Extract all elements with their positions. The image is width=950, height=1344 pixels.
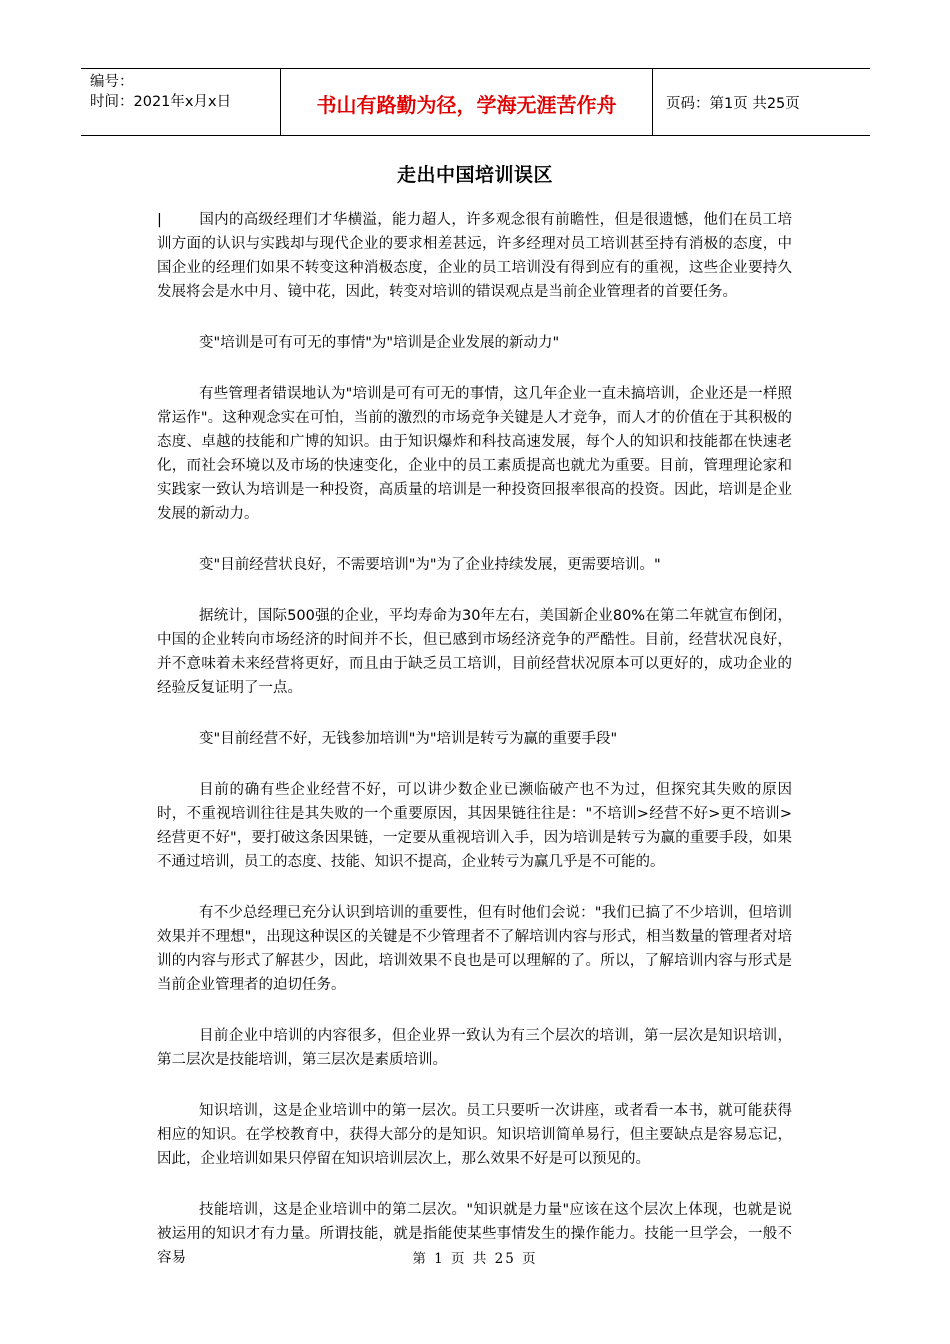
paragraph: 目前企业中培训的内容很多，但企业界一致认为有三个层次的培训，第一层次是知识培训，第二层次是技能培训，第三层次是素质培训。	[157, 1028, 792, 1068]
time-label: 时间：2021年x月x日	[90, 94, 232, 110]
paragraph: 有不少总经理已充分认识到培训的重要性，但有时他们会说："我们已搞了不少培训，但培训效果并不理想"，出现这种误区的关键是不少管理者不了解培训内容与形式，相当数量的管理者对培训的内容与形式了解甚少，因此，培训效果不良也是可以理解的了。所以，了解培训内容与形式是当前企业管理者的迫切任务。	[157, 905, 792, 993]
paragraph: 变"目前经营不好，无钱参加培训"为"培训是转亏为赢的重要手段"	[199, 731, 618, 747]
paragraph: 据统计，国际500强的企业，平均寿命为30年左右，美国新企业80%在第二年就宣布倒闭，中国的企业转向市场经济的时间并不长，但已感到市场经济竞争的严酷性。目前，经营状况良好，并不意味着未来经营将更好，而且由于缺乏员工培训，目前经营状况原本可以更好的，成功企业的经验反复证明了一点。	[157, 608, 792, 696]
doc-number-label: 编号：	[90, 74, 134, 90]
header-table	[81, 68, 870, 136]
paragraph: 有些管理者错误地认为"培训是可有可无的事情，这几年企业一直未搞培训，企业还是一样照常运作"。这种观念实在可怕，当前的激烈的市场竞争关键是人才竞争，而人才的价值在于其积极的态度、卓越的技能和广博的知识。由于知识爆炸和科技高速发展，每个人的知识和技能都在快速老化，而社会环境以及市场的快速变化，企业中的员工素质提高也就尤为重要。目前，管理理论家和实践家一致认为培训是一种投资，高质量的培训是一种投资回报率很高的投资。因此，培训是企业发展的新动力。	[157, 386, 792, 522]
header-motto: 书山有路勤为径，学海无涯苦作舟	[281, 69, 653, 135]
paragraph: 知识培训，这是企业培训中的第一层次。员工只要听一次讲座，或者看一本书，就可能获得相应的知识。在学校教育中，获得大部分的是知识。知识培训简单易行，但主要缺点是容易忘记，因此，企业培训如果只停留在知识培训层次上，那么效果不好是可以预见的。	[157, 1103, 792, 1167]
header-meta	[81, 69, 281, 135]
document-title: 走出中国培训误区	[396, 164, 553, 186]
page-footer: 第 1 页 共 25 页	[412, 1251, 538, 1267]
paragraph: 变"培训是可有可无的事情"为"培训是企业发展的新动力"	[199, 335, 560, 351]
header-page-info: 页码：第1页 共25页	[666, 95, 800, 112]
text-cursor-marker: |	[157, 212, 162, 228]
paragraph: 变"目前经营状良好，不需要培训"为"为了企业持续发展，更需要培训。"	[199, 557, 661, 573]
paragraph: | 国内的高级经理们才华横溢，能力超人，许多观念很有前瞻性，但是很遗憾，他们在员工培训方面的认识与实践却与现代企业的要求相差甚远，许多经理对员工培训甚至持有消极的态度，中国企业的经理们如果不转变这种消极态度，企业的员工培训没有得到应有的重视，这些企业要持久发展将会是水中月、镜中花，因此，转变对培训的错误观点是当前企业管理者的首要任务。	[157, 208, 792, 304]
paragraph: 技能培训，这是企业培训中的第二层次。"知识就是力量"应该在这个层次上体现，也就是说被运用的知识才有力量。所谓技能，就是指能使某些事情发生的操作能力。技能一旦学会，一般不容易	[157, 1202, 792, 1266]
document-body	[157, 208, 792, 1297]
paragraph: 目前的确有些企业经营不好，可以讲少数企业已濒临破产也不为过，但探究其失败的原因时，不重视培训往往是其失败的一个重要原因，其因果链往往是："不培训>经营不好>更不培训>经营更不好"，要打破这条因果链，一定要从重视培训入手，因为培训是转亏为赢的重要手段，如果不通过培训，员工的态度、技能、知识不提高，企业转亏为赢几乎是不可能的。	[157, 782, 792, 870]
